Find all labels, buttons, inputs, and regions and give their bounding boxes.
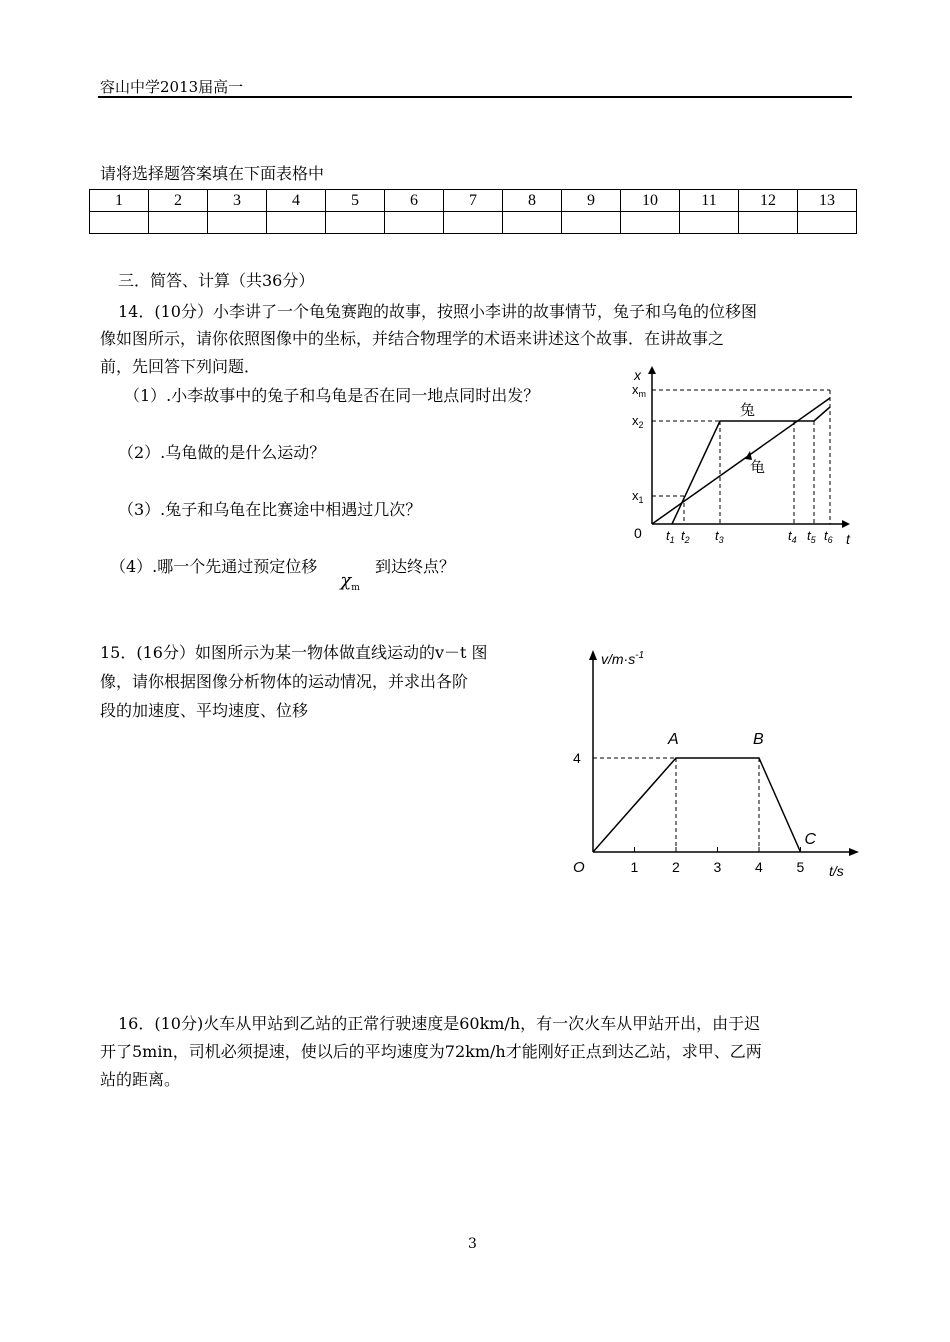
vt-point-label-c: C	[804, 831, 817, 848]
xt-x-tick-t3: t	[715, 528, 719, 543]
answer-col-12: 12	[739, 190, 798, 212]
answer-col-13: 13	[798, 190, 857, 212]
q14-sub3: （3）.兔子和乌龟在比赛途中相遇过几次？	[118, 500, 422, 519]
q14-sub4-subscript: m	[351, 583, 360, 593]
xt-x-tick-t1-sub: 1	[669, 535, 675, 545]
section-title: 三．简答、计算（共36分）	[118, 271, 315, 290]
svg-text:t6	[824, 528, 833, 545]
vt-ticks	[573, 750, 805, 875]
vt-x-tick-label: 1	[630, 859, 639, 875]
xt-origin: 0	[634, 525, 642, 541]
answer-cell-9[interactable]	[562, 212, 621, 234]
svg-text:t2	[681, 528, 690, 545]
answer-cell-3[interactable]	[208, 212, 267, 234]
xt-x-tick-t6: t	[824, 528, 828, 543]
vt-y-axis-label-sup: -1	[635, 650, 645, 661]
svg-text:x2	[632, 413, 644, 430]
vt-y-tick-label: 4	[573, 750, 581, 766]
answer-cell-6[interactable]	[385, 212, 444, 234]
q15-line2: 像，请你根据图像分析物体的运动情况，并求出各阶	[100, 672, 469, 691]
q15-line1: 15．(16分）如图所示为某一物体做直线运动的v－t 图	[100, 643, 488, 662]
answer-table	[89, 189, 857, 234]
q14-line1: 14．(10分）小李讲了一个龟兔赛跑的故事，按照小李讲的故事情节，兔子和乌龟的位移图	[118, 302, 757, 321]
xt-y-arrow	[648, 366, 656, 374]
xt-x-tick-t3-sub: 3	[718, 535, 724, 545]
page-header: 容山中学2013届高一	[100, 78, 244, 96]
svg-text:x1	[632, 488, 644, 505]
answer-table-input-row	[90, 212, 857, 234]
answer-cell-5[interactable]	[326, 212, 385, 234]
answer-col-4: 4	[267, 190, 326, 212]
xt-y-axis-label: x	[634, 367, 641, 383]
xt-x-tick-t2-sub: 2	[684, 535, 690, 545]
vt-x-tick-label: 5	[796, 859, 805, 875]
header-rule	[98, 96, 852, 98]
rabbit-label: 兔	[740, 402, 756, 419]
answer-cell-12[interactable]	[739, 212, 798, 234]
xt-x-tick-t4-sub: 4	[791, 535, 797, 545]
xt-graph	[620, 362, 860, 552]
answer-col-2: 2	[149, 190, 208, 212]
q14-sub4-part1: （4）.哪一个先通过预定位移	[110, 557, 318, 576]
q16-line3: 站的距离。	[100, 1070, 181, 1089]
q14-sub2: （2）.乌龟做的是什么运动？	[118, 443, 326, 462]
answer-cell-11[interactable]	[680, 212, 739, 234]
xt-x-tick-t4: t	[788, 528, 792, 543]
answer-cell-8[interactable]	[503, 212, 562, 234]
svg-text:t5	[807, 528, 817, 545]
answer-col-10: 10	[621, 190, 680, 212]
xt-y-tick-xm: x	[632, 382, 639, 397]
vt-x-tick-label: 4	[755, 859, 763, 875]
q14-sub4-part2: 到达终点？	[374, 557, 455, 576]
vt-guides	[593, 758, 759, 852]
q14-sub4	[110, 556, 455, 593]
vt-y-axis-label	[601, 650, 644, 667]
xt-x-tick-t5-sub: 5	[810, 535, 816, 545]
turtle-label: 龟	[750, 459, 766, 476]
q15-line3: 段的加速度、平均速度、位移	[100, 701, 309, 720]
q14-line2: 像如图所示，请你依照图像中的坐标，并结合物理学的术语来讲述这个故事．在讲故事之	[100, 329, 725, 348]
answer-cell-13[interactable]	[798, 212, 857, 234]
answer-col-9: 9	[562, 190, 621, 212]
answer-col-3: 3	[208, 190, 267, 212]
svg-text:xm	[632, 382, 646, 399]
vt-series	[593, 758, 801, 852]
answer-col-5: 5	[326, 190, 385, 212]
vt-chart	[565, 640, 865, 885]
xt-x-tick-t2: t	[681, 528, 685, 543]
vt-point-labels	[573, 731, 817, 876]
xt-y-tick-x2: x	[632, 413, 639, 428]
q14-sub4-symbol: χ	[340, 570, 352, 591]
vt-x-tick-label: 3	[713, 859, 722, 875]
answer-cell-4[interactable]	[267, 212, 326, 234]
vt-x-axis-label: t/s	[829, 863, 844, 879]
xt-y-tick-x1-sub: 1	[638, 495, 644, 505]
svg-text:t3	[715, 528, 724, 545]
answer-col-6: 6	[385, 190, 444, 212]
xt-x-tick-t1: t	[666, 528, 670, 543]
answer-col-7: 7	[444, 190, 503, 212]
page-number: 3	[468, 1236, 477, 1252]
xt-x-arrow	[842, 520, 850, 528]
answer-col-1: 1	[90, 190, 149, 212]
vt-point-label-a: A	[668, 731, 679, 748]
xt-x-tick-t5: t	[807, 528, 811, 543]
q14-sub1: （1）.小李故事中的兔子和乌龟是否在同一地点同时出发？	[124, 386, 540, 405]
answer-table-instruction: 请将选择题答案填在下面表格中	[100, 164, 325, 183]
answer-cell-1[interactable]	[90, 212, 149, 234]
xt-x-tick-t6-sub: 6	[827, 535, 833, 545]
q14-line3: 前，先回答下列问题．	[100, 357, 261, 376]
vt-origin-label: O	[573, 859, 585, 876]
xt-y-tick-xm-sub: m	[638, 389, 646, 399]
xt-y-tick-x2-sub: 2	[638, 420, 644, 430]
answer-cell-2[interactable]	[149, 212, 208, 234]
vt-x-arrow	[849, 848, 859, 856]
answer-cell-7[interactable]	[444, 212, 503, 234]
vt-y-axis-label-main: v/m·s	[601, 651, 636, 667]
xt-y-tick-x1: x	[632, 488, 639, 503]
vt-y-arrow	[589, 650, 597, 660]
answer-col-11: 11	[680, 190, 739, 212]
vt-x-tick-label: 2	[672, 859, 680, 875]
vt-point-label-b: B	[753, 731, 764, 748]
answer-col-8: 8	[503, 190, 562, 212]
svg-text:t4	[788, 528, 797, 545]
xt-x-axis-label: t	[846, 531, 850, 547]
svg-text:t1	[666, 528, 675, 545]
q16-line2: 开了5min，司机必须提速，使以后的平均速度为72km/h才能刚好正点到达乙站，求甲、乙两	[100, 1042, 762, 1061]
q16-line1: 16．(10分)火车从甲站到乙站的正常行驶速度是60km/h，有一次火车从甲站开出，由于迟	[118, 1014, 761, 1033]
answer-table-header-row	[90, 190, 857, 212]
answer-cell-10[interactable]	[621, 212, 680, 234]
vt-series-line	[593, 758, 801, 852]
